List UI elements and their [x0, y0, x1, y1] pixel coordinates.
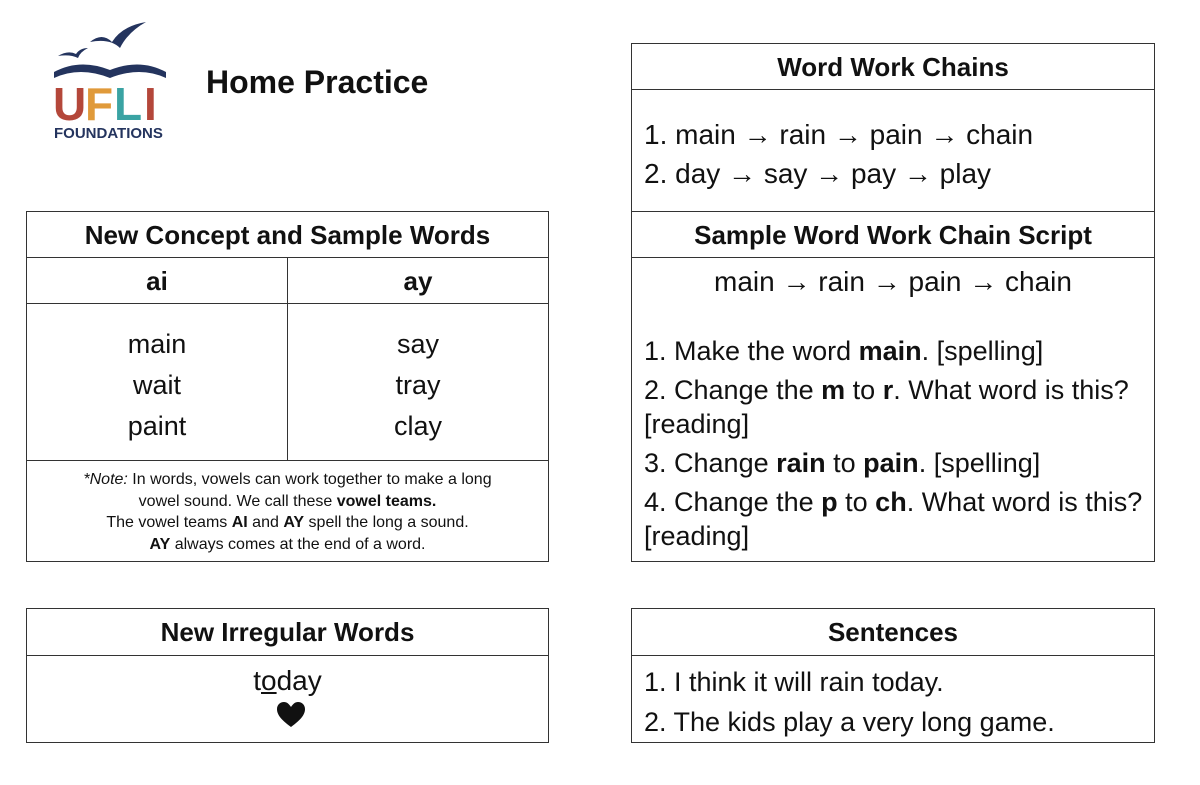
step-text: to	[837, 487, 876, 517]
step-bold: pain	[863, 448, 919, 478]
step-bold: main	[858, 336, 922, 366]
col-header-ai: ai	[27, 258, 288, 303]
svg-text:I: I	[144, 78, 157, 130]
heart-icon	[276, 701, 306, 729]
step-bold: p	[821, 487, 838, 517]
word-part: t	[253, 665, 262, 696]
new-concept-panel	[26, 211, 549, 562]
script-step	[644, 485, 1146, 553]
step-text: 3. Change	[644, 448, 777, 478]
step-bold: ch	[875, 487, 907, 517]
note-text: always comes at the end of a word.	[170, 535, 426, 553]
word-part-underlined: o	[261, 665, 277, 696]
word-part: day	[276, 665, 322, 696]
concept-note	[27, 461, 548, 555]
chain-list	[632, 90, 1154, 193]
sample-word: say	[396, 329, 440, 359]
ay-word-list	[288, 304, 548, 460]
sentence-item: 2. The kids play a very long game.	[644, 707, 1055, 737]
step-text: to	[825, 448, 864, 478]
irregular-words-panel	[26, 608, 549, 743]
page-title: Home Practice	[206, 64, 429, 100]
step-bold: m	[821, 375, 846, 405]
script-steps	[632, 300, 1154, 553]
note-text: vowel sound. We call these	[138, 492, 337, 510]
step-text: 1. Make the word	[644, 336, 859, 366]
chain-item: 1. main → rain → pain → chain	[644, 119, 1034, 150]
sample-word: wait	[132, 370, 181, 400]
step-bold: r	[882, 375, 894, 405]
sentence-list	[632, 656, 1154, 742]
col-header-ay: ay	[403, 266, 433, 296]
step-bold: rain	[776, 448, 826, 478]
chain-item: 2. day → say → pay → play	[644, 158, 992, 189]
concept-heading: New Concept and Sample Words	[27, 212, 548, 258]
sentences-heading: Sentences	[632, 609, 1154, 656]
script-step	[644, 373, 1146, 441]
irregular-word	[27, 665, 548, 697]
book-icon	[54, 64, 166, 78]
sample-word: main	[127, 329, 187, 359]
note-bold: AY	[149, 535, 171, 553]
script-step	[644, 334, 1146, 368]
step-text: . What word is this? [reading]	[644, 375, 1129, 439]
sample-word: tray	[395, 370, 441, 400]
step-text: . [spelling]	[921, 336, 1044, 366]
irregular-heading: New Irregular Words	[27, 609, 548, 656]
script-step	[644, 446, 1146, 480]
note-label: *Note:	[83, 471, 128, 488]
step-text: . [spelling]	[918, 448, 1041, 478]
step-text: to	[845, 375, 883, 405]
step-text: . What word is this? [reading]	[644, 487, 1143, 551]
sample-word: clay	[393, 411, 442, 441]
note-text: spell the long a sound.	[304, 514, 469, 531]
bird-icon	[58, 48, 88, 58]
note-bold: vowel teams.	[336, 492, 437, 510]
logo-subtext: FOUNDATIONS	[54, 125, 163, 142]
note-bold: AY	[283, 514, 305, 531]
script-heading: Sample Word Work Chain Script	[632, 212, 1154, 258]
step-text: 2. Change the	[644, 375, 822, 405]
svg-text:L: L	[114, 78, 143, 130]
ufli-foundations-logo	[50, 20, 170, 145]
concept-column-headers	[27, 258, 548, 304]
note-text: and	[247, 514, 284, 531]
note-bold: AI	[231, 514, 248, 531]
word-work-chains-panel	[631, 43, 1155, 212]
chain-script-panel	[631, 211, 1155, 562]
sentence-item: 1. I think it will rain today.	[644, 667, 944, 697]
sample-words	[27, 304, 548, 461]
step-text: 4. Change the	[644, 487, 822, 517]
bird-icon	[90, 22, 146, 48]
sentences-panel	[631, 608, 1155, 743]
note-text: In words, vowels can work together to make a long	[127, 471, 492, 488]
svg-text:U: U	[53, 78, 87, 130]
svg-text:F: F	[85, 78, 114, 130]
sample-word: paint	[127, 411, 187, 441]
chains-heading: Word Work Chains	[632, 44, 1154, 90]
ai-word-list	[27, 304, 288, 460]
script-chain: main → rain → pain → chain	[714, 266, 1072, 297]
note-text: The vowel teams	[106, 514, 232, 531]
